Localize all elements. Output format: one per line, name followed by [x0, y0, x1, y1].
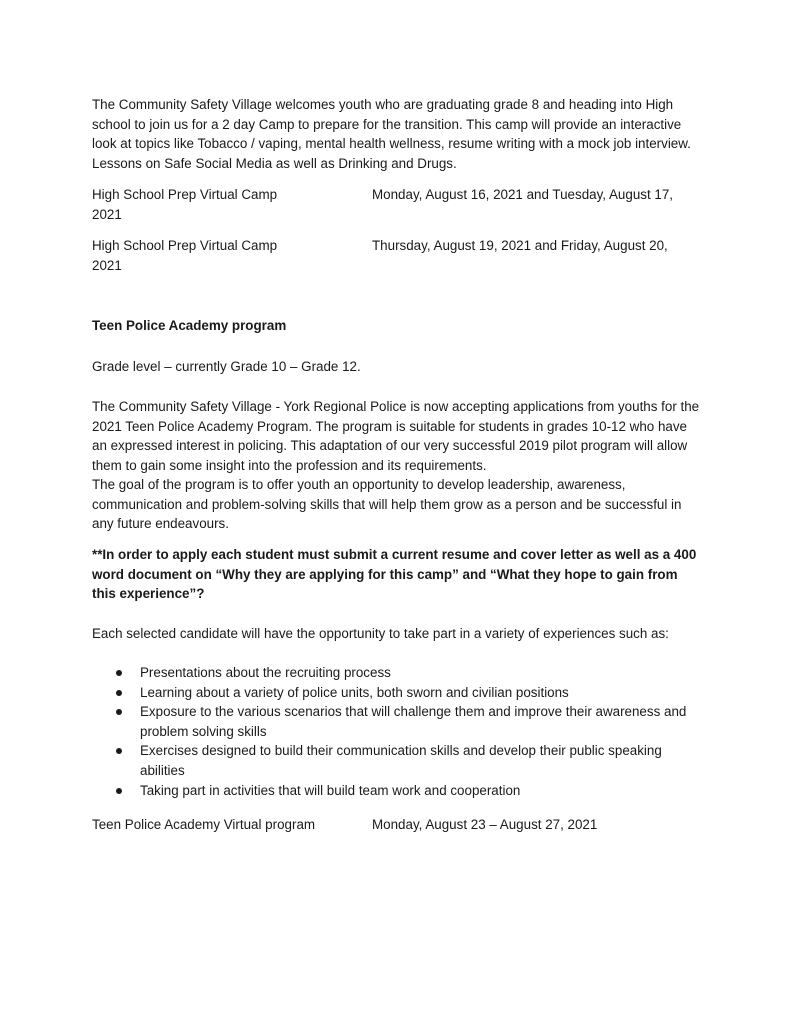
- bullet-icon: [116, 788, 122, 794]
- session-dates: Monday, August 23 – August 27, 2021: [372, 817, 598, 832]
- list-item: Exercises designed to build their communication skills and develop their public speaking abilities: [92, 741, 702, 780]
- session-dates-wrap: 2021: [92, 257, 122, 273]
- session-dates: Thursday, August 19, 2021 and Friday, August 20,: [372, 238, 668, 253]
- experiences-list: [92, 663, 702, 800]
- session-name: High School Prep Virtual Camp: [92, 238, 278, 253]
- session-name: Teen Police Academy Virtual program: [92, 817, 316, 832]
- experiences-intro: Each selected candidate will have the opportunity to take part in a variety of experiences such as:: [92, 626, 669, 641]
- grade-level: Grade level – currently Grade 10 – Grade 12.: [92, 359, 361, 374]
- list-item: Learning about a variety of police units, both sworn and civilian positions: [92, 683, 702, 703]
- session-dates: Monday, August 16, 2021 and Tuesday, August 17,: [372, 187, 674, 202]
- bullet-icon: [116, 709, 122, 715]
- teen-academy-heading: Teen Police Academy program: [92, 318, 287, 333]
- bullet-icon: [116, 748, 122, 754]
- teen-academy-description: The Community Safety Village - York Regional Police is now accepting applications from youths for the 2021 Teen Police Academy Program. The program is suitable for students in grades 10-12 who have an expressed interest in policing. This adaptation of our very successful 2019 pilot program will allow them to gain some insight into the profession and its requirements.: [92, 399, 700, 473]
- hs-prep-intro: The Community Safety Village welcomes youth who are graduating grade 8 and heading into High school to join us for a 2 day Camp to prepare for the transition. This camp will provide an interactive look at topics like Tobacco / vaping, mental health wellness, resume writing with a mock job interview. Lessons on Safe Social Media as well as Drinking and Drugs.: [92, 97, 691, 171]
- bullet-icon: [116, 690, 122, 696]
- list-item: Presentations about the recruiting process: [92, 663, 702, 683]
- bullet-icon: [116, 670, 122, 676]
- session-dates-wrap: 2021: [92, 206, 122, 222]
- list-item: Exposure to the various scenarios that will challenge them and improve their awareness and problem solving skills: [92, 702, 702, 741]
- application-note: **In order to apply each student must submit a current resume and cover letter as well as a 400 word document on “Why they are applying for this camp” and “What they hope to gain from this experience”?: [92, 547, 697, 602]
- session-name: High School Prep Virtual Camp: [92, 187, 278, 202]
- list-item: Taking part in activities that will build team work and cooperation: [92, 781, 702, 801]
- teen-academy-goal: The goal of the program is to offer youth an opportunity to develop leadership, awareness, communication and problem-solving skills that will help them grow as a person and be successful in any future endeavours.: [92, 477, 682, 532]
